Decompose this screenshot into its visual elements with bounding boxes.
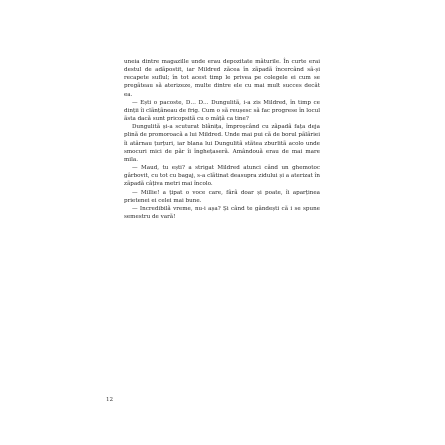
paragraph-2: — Ești o pacoste, D… D… Dungulitã, i-a zis Mildred, în timp ce dinții îi clãnțãneau de frig. Cum o sã reușesc sã fac progrese în locul ãsta dacã sunt pricopsitã cu o mâțã ca tine?: [124, 99, 320, 123]
paragraph-3: Dungulitã și-a scuturat blãnița, împroșcând cu zãpadã fața deja plinã de promoroacã a lui Mildred. Unde mai pui cã de borul pãlãriei îi atârnau țurțuri, iar blana lui Dungulitã stãtea zburlitã acolo unde smocuri mici de pãr îi înghețaserã. Amândouã erau de mai mare mila.: [124, 124, 320, 163]
paragraph-5: — Millie! a țipat o voce care, fãrã doar și poate, îi aparținea prietenei ei celei mai bune.: [124, 189, 320, 204]
paragraph-4: — Maud, tu ești? a strigat Mildred atunci când un ghemotoc gârbovit, cu tot cu bagaj, s-a clãtinat deasupra zidului și a aterizat în zãpadã câțiva metri mai încolo.: [124, 165, 320, 188]
paragraph-1: uneia dintre magazille unde erau depozitate mãturile. În curte erai destul de adãpostit, iar Mildred zãcea în zãpadã încercând sã-și recapete suflul; în tot acest timp le privea pe colegele ei cum se pregãteau sã aterizeze, multe dintre ele cu mai mult succes decât ea.: [124, 59, 320, 98]
body-text: [124, 58, 320, 221]
paragraph-6: — Incredibilã vreme, nu-i așa? Și când te gândești cã i se spune semestru de varã!: [124, 205, 320, 220]
page-number: 12: [106, 397, 114, 403]
